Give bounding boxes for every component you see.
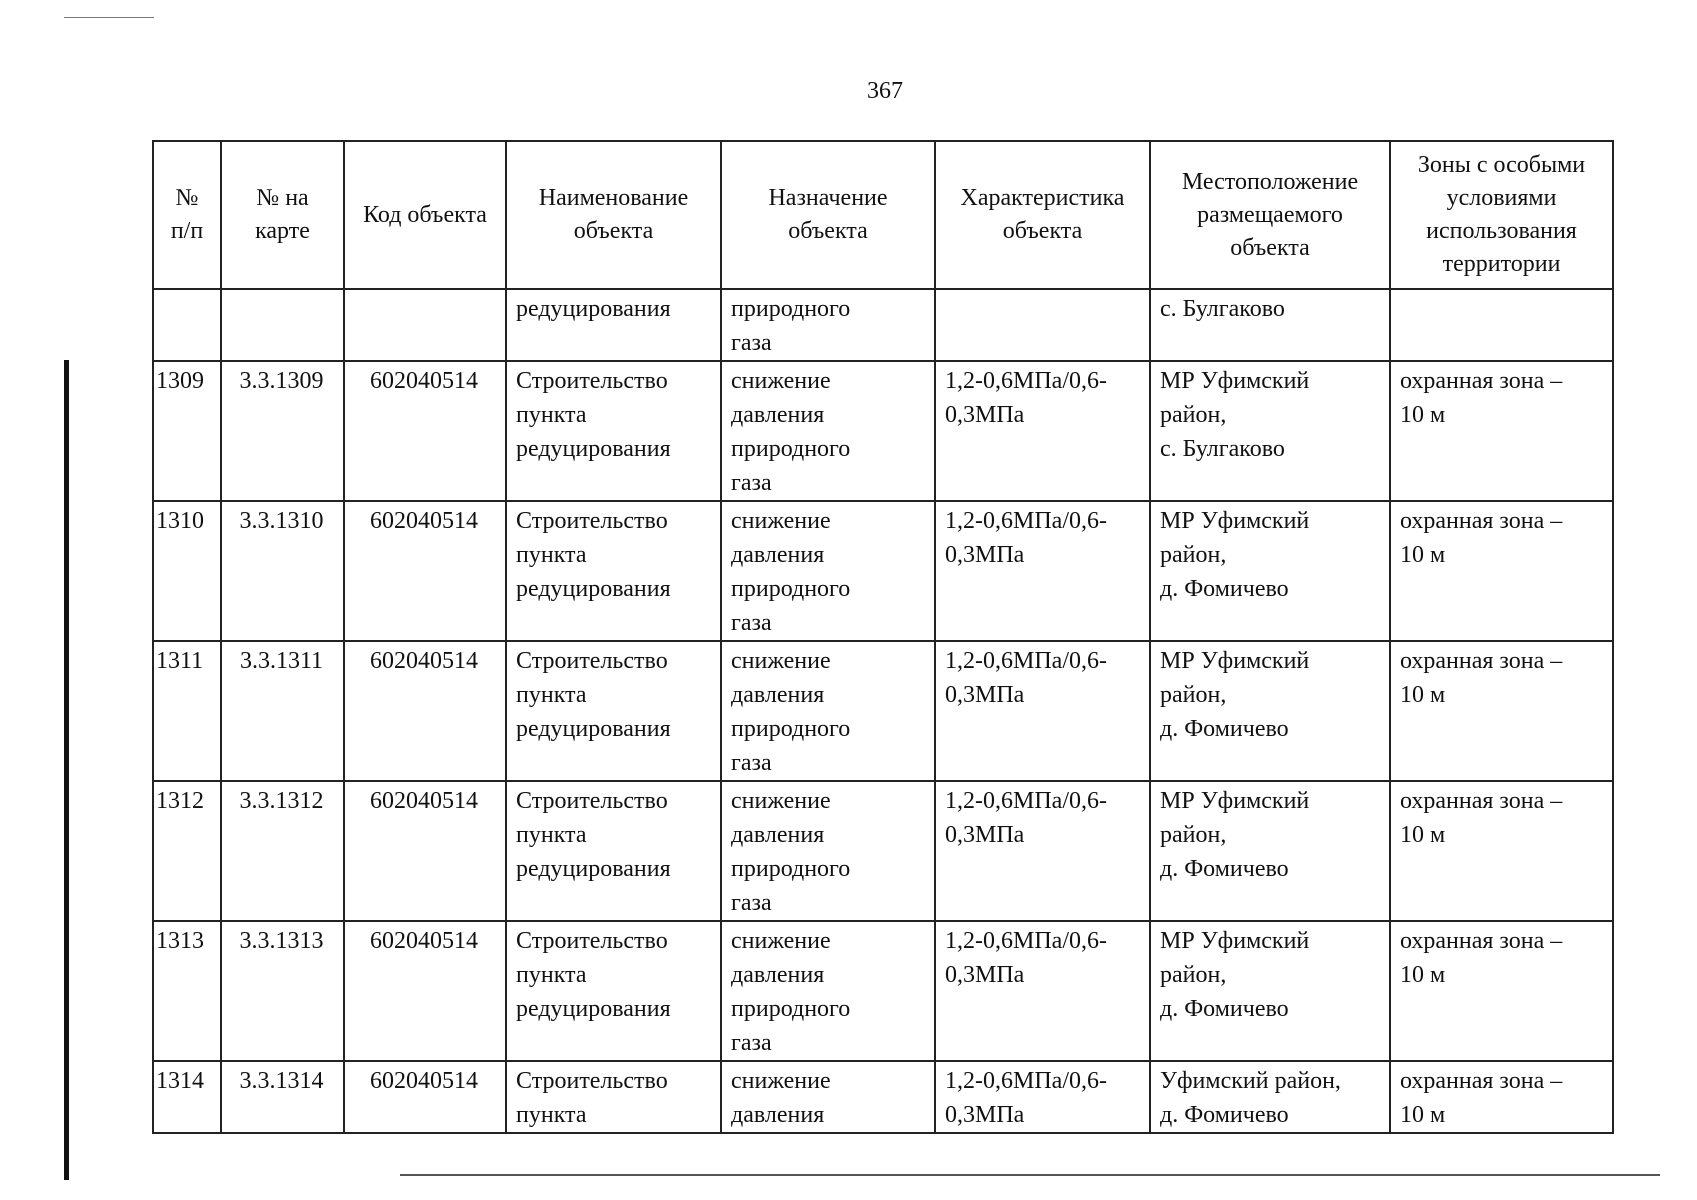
cell-characteristic: 1,2-0,6МПа/0,6- 0,3МПа [935,501,1150,641]
table-header-row [153,141,1613,289]
cell-zones [1390,289,1613,361]
table-row [153,1061,1613,1133]
cell-num: 1313 [153,921,221,1061]
header-num: № п/п [153,141,221,289]
cell-map: 3.3.1310 [221,501,344,641]
cell-map: 3.3.1312 [221,781,344,921]
scan-artifact-line [64,17,154,18]
cell-name: Строительство пункта редуцирования [506,781,721,921]
cell-zones: охранная зона – 10 м [1390,501,1613,641]
cell-zones: охранная зона – 10 м [1390,1061,1613,1133]
header-map-number: № на карте [221,141,344,289]
header-object-purpose: Назначение объекта [721,141,935,289]
cell-name: Строительство пункта редуцирования [506,641,721,781]
cell-location: МР Уфимский район, д. Фомичево [1150,781,1390,921]
cell-location: МР Уфимский район, с. Булгаково [1150,361,1390,501]
cell-characteristic: 1,2-0,6МПа/0,6- 0,3МПа [935,641,1150,781]
cell-purpose: снижение давления природного газа [721,501,935,641]
cell-map: 3.3.1313 [221,921,344,1061]
cell-code: 602040514 [344,361,506,501]
cell-name: редуцирования [506,289,721,361]
scan-artifact-line-bottom [400,1174,1660,1176]
cell-characteristic [935,289,1150,361]
cell-map: 3.3.1311 [221,641,344,781]
cell-name: Строительство пункта редуцирования [506,501,721,641]
cell-zones: охранная зона – 10 м [1390,921,1613,1061]
cell-zones: охранная зона – 10 м [1390,361,1613,501]
cell-characteristic: 1,2-0,6МПа/0,6- 0,3МПа [935,361,1150,501]
header-object-characteristic: Характеристика объекта [935,141,1150,289]
cell-num: 1314 [153,1061,221,1133]
cell-characteristic: 1,2-0,6МПа/0,6- 0,3МПа [935,921,1150,1061]
cell-code: 602040514 [344,501,506,641]
cell-purpose: природного газа [721,289,935,361]
cell-map: 3.3.1309 [221,361,344,501]
cell-zones: охранная зона – 10 м [1390,781,1613,921]
header-object-location: Местоположение размещаемого объекта [1150,141,1390,289]
table-row [153,781,1613,921]
header-special-zones: Зоны с особыми условиями использования территории [1390,141,1613,289]
cell-num: 1309 [153,361,221,501]
cell-location: МР Уфимский район, д. Фомичево [1150,501,1390,641]
cell-location: МР Уфимский район, д. Фомичево [1150,641,1390,781]
header-object-name: Наименование объекта [506,141,721,289]
cell-name: Строительство пункта редуцирования [506,361,721,501]
cell-num: 1311 [153,641,221,781]
scan-artifact-bar [64,360,69,1180]
table-row [153,501,1613,641]
cell-purpose: снижение давления природного газа [721,641,935,781]
cell-num [153,289,221,361]
cell-code [344,289,506,361]
header-object-code: Код объекта [344,141,506,289]
cell-zones: охранная зона – 10 м [1390,641,1613,781]
table-row [153,361,1613,501]
cell-location: Уфимский район, д. Фомичево [1150,1061,1390,1133]
cell-code: 602040514 [344,781,506,921]
cell-characteristic: 1,2-0,6МПа/0,6- 0,3МПа [935,1061,1150,1133]
cell-code: 602040514 [344,1061,506,1133]
table-row [153,921,1613,1061]
cell-map: 3.3.1314 [221,1061,344,1133]
cell-purpose: снижение давления [721,1061,935,1133]
cell-purpose: снижение давления природного газа [721,781,935,921]
cell-code: 602040514 [344,921,506,1061]
table-row [153,289,1613,361]
cell-num: 1310 [153,501,221,641]
cell-location: МР Уфимский район, д. Фомичево [1150,921,1390,1061]
page-number: 367 [867,78,903,104]
object-registry-table [152,140,1614,1134]
cell-map [221,289,344,361]
cell-purpose: снижение давления природного газа [721,361,935,501]
cell-purpose: снижение давления природного газа [721,921,935,1061]
cell-code: 602040514 [344,641,506,781]
table-row [153,641,1613,781]
cell-location: с. Булгаково [1150,289,1390,361]
cell-name: Строительство пункта [506,1061,721,1133]
table-body [153,289,1613,1133]
cell-num: 1312 [153,781,221,921]
cell-characteristic: 1,2-0,6МПа/0,6- 0,3МПа [935,781,1150,921]
cell-name: Строительство пункта редуцирования [506,921,721,1061]
